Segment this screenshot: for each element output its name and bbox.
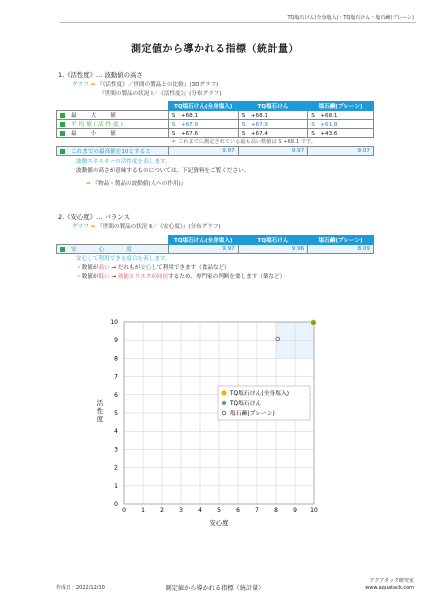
col-header: 塩石鹸(プレーン) [308, 236, 374, 245]
bullet-line: ・数値が高い → だれもが安心して利用できます（食品など） [76, 265, 230, 271]
row-label: 最大値 [71, 113, 130, 119]
y-tick-label: 3 [114, 446, 118, 454]
footer-org [365, 578, 414, 592]
x-tick-label: 5 [217, 507, 221, 514]
cell-value: 9.96 [238, 245, 307, 254]
header-products: TQ塩石けん(全身塩入)・TQ塩石けん・塩石鹸(プレーン) [287, 15, 414, 21]
section2-desc [76, 255, 285, 282]
legend-label: TQ塩石けん(全身塩入) [230, 391, 290, 397]
cell-value: S +68.1 [168, 111, 238, 120]
graph-ref-dist: 『世間の製品の状況 Ⅱ／《安心度》』(分布グラフ) [97, 224, 221, 230]
org-name: アクアタック研究室 [369, 578, 414, 584]
col-header: TQ塩石けん(全身塩入) [168, 102, 238, 111]
x-tick-label: 8 [274, 507, 278, 514]
x-tick-label: 0 [122, 507, 126, 514]
x-tick-label: 7 [255, 507, 259, 514]
col-header: TQ塩石けん [238, 236, 307, 245]
desc-line: 波動エネルギーの活性度を表します。 [76, 159, 171, 165]
y-tick-label: 4 [114, 428, 118, 436]
y-tick-label: 9 [114, 337, 118, 345]
green-square-icon [60, 122, 65, 127]
org-url[interactable]: www.aquatack.com [365, 585, 414, 591]
section1-desc [76, 158, 249, 176]
x-tick-label: 6 [236, 507, 240, 514]
cell-value: S +67.6 [168, 129, 238, 138]
x-tick-label: 2 [160, 507, 164, 514]
col-header: TQ塩石けん [238, 102, 308, 111]
legend-label: TQ塩石けん [230, 401, 262, 407]
section1-ref [86, 179, 186, 187]
green-square-icon [60, 149, 65, 154]
green-square-icon [60, 131, 65, 136]
x-tick-label: 3 [179, 507, 183, 514]
col-header: 塩石鹸(プレーン) [308, 102, 374, 111]
row-label: これまでの最高値を10とすると [71, 148, 151, 155]
y-tick-label: 1 [114, 482, 118, 490]
page-title: 測定値から導かれる指標（統計量） [131, 44, 299, 55]
cell-value: S +67.9 [238, 120, 308, 129]
cell-value: S +68.1 [238, 111, 308, 120]
scatter-chart [90, 312, 350, 534]
ref-link[interactable]: 『物品・製品の波動値(人への作用)』 [92, 181, 187, 187]
data-point [311, 320, 315, 324]
table-row [57, 129, 374, 138]
legend-marker [222, 411, 226, 415]
cell-value: 8.09 [308, 245, 374, 254]
desc-line: 波動値の高さが意味するものについては、下記資料をご覧ください。 [76, 168, 250, 174]
safety-table [56, 235, 374, 254]
legend-marker [221, 390, 226, 395]
y-axis-label: 活性度 [96, 399, 104, 423]
green-square-icon [60, 247, 65, 252]
y-tick-label: 2 [114, 464, 118, 472]
row-label: 安心度 [71, 247, 154, 253]
max-note: ＊ これまでに測定されている最も高い数値は S +68.1 です。 [171, 139, 316, 146]
arrow-icon: ➡ [86, 181, 91, 187]
cell-value: S +43.6 [308, 129, 374, 138]
green-square-icon [60, 113, 65, 118]
cell-value: S +68.1 [308, 111, 374, 120]
y-tick-label: 6 [114, 391, 118, 399]
section2-graph-note [72, 223, 221, 232]
data-point [276, 337, 280, 341]
cell-value: 9.97 [168, 245, 238, 254]
graph-ref-dist: 『世間の製品の状況 Ⅰ／《活性度》』(分布グラフ) [99, 91, 222, 97]
x-tick-label: 4 [198, 507, 202, 514]
cell-value: 9.07 [308, 146, 374, 155]
y-tick-label: 8 [114, 355, 118, 363]
y-tick-label: 10 [110, 319, 118, 326]
table-row [57, 245, 374, 254]
section2-heading: 2.《安心度》… バランス [58, 213, 130, 221]
y-tick-label: 0 [114, 501, 118, 508]
col-header: TQ塩石けん(全身塩入) [168, 236, 238, 245]
legend-marker [222, 401, 226, 405]
x-tick-label: 10 [310, 507, 318, 514]
row-label: 平均値(活性度) [71, 122, 125, 128]
table-row [57, 146, 374, 155]
x-axis-label: 安心度 [209, 519, 229, 527]
created-date: 作成日：2022/12/10 [56, 585, 105, 591]
section1-graph-note [72, 81, 221, 99]
footer-title: 測定値から導かれる指標（統計量） [165, 585, 265, 592]
legend-label: 塩石鹸(プレーン) [230, 411, 275, 417]
cell-value: 9.97 [168, 146, 238, 155]
y-tick-label: 7 [114, 373, 118, 381]
graph-ref-3d: 『《活性度》／世間の製品との比較』(3Dグラフ) [97, 82, 219, 88]
table-row [57, 111, 374, 120]
cell-value: S +61.8 [308, 120, 374, 129]
x-tick-label: 9 [293, 507, 297, 514]
cell-value: S +67.4 [238, 129, 308, 138]
y-tick-label: 5 [114, 410, 118, 417]
bullet-line: ・数値が低い → 効能とリスクが同居するため、専門家の判断を要します（薬など） [76, 274, 286, 280]
section1-heading: 1.《活性度》… 波動値の高さ [58, 71, 143, 79]
desc-line: 安心して利用できる度合を表します。 [76, 256, 171, 262]
arrow-icon: ➡ [90, 82, 96, 88]
header-divider [60, 22, 416, 23]
row-label: 最小値 [71, 131, 130, 137]
arrow-icon: ➡ [90, 224, 96, 230]
cell-value: S +67.9 [168, 120, 238, 129]
table-row [57, 120, 374, 129]
cell-value: 9.97 [238, 146, 308, 155]
graph-label: グラフ [72, 82, 89, 88]
x-tick-label: 1 [141, 507, 145, 514]
graph-label: グラフ [72, 224, 89, 230]
activity-table [56, 101, 374, 156]
